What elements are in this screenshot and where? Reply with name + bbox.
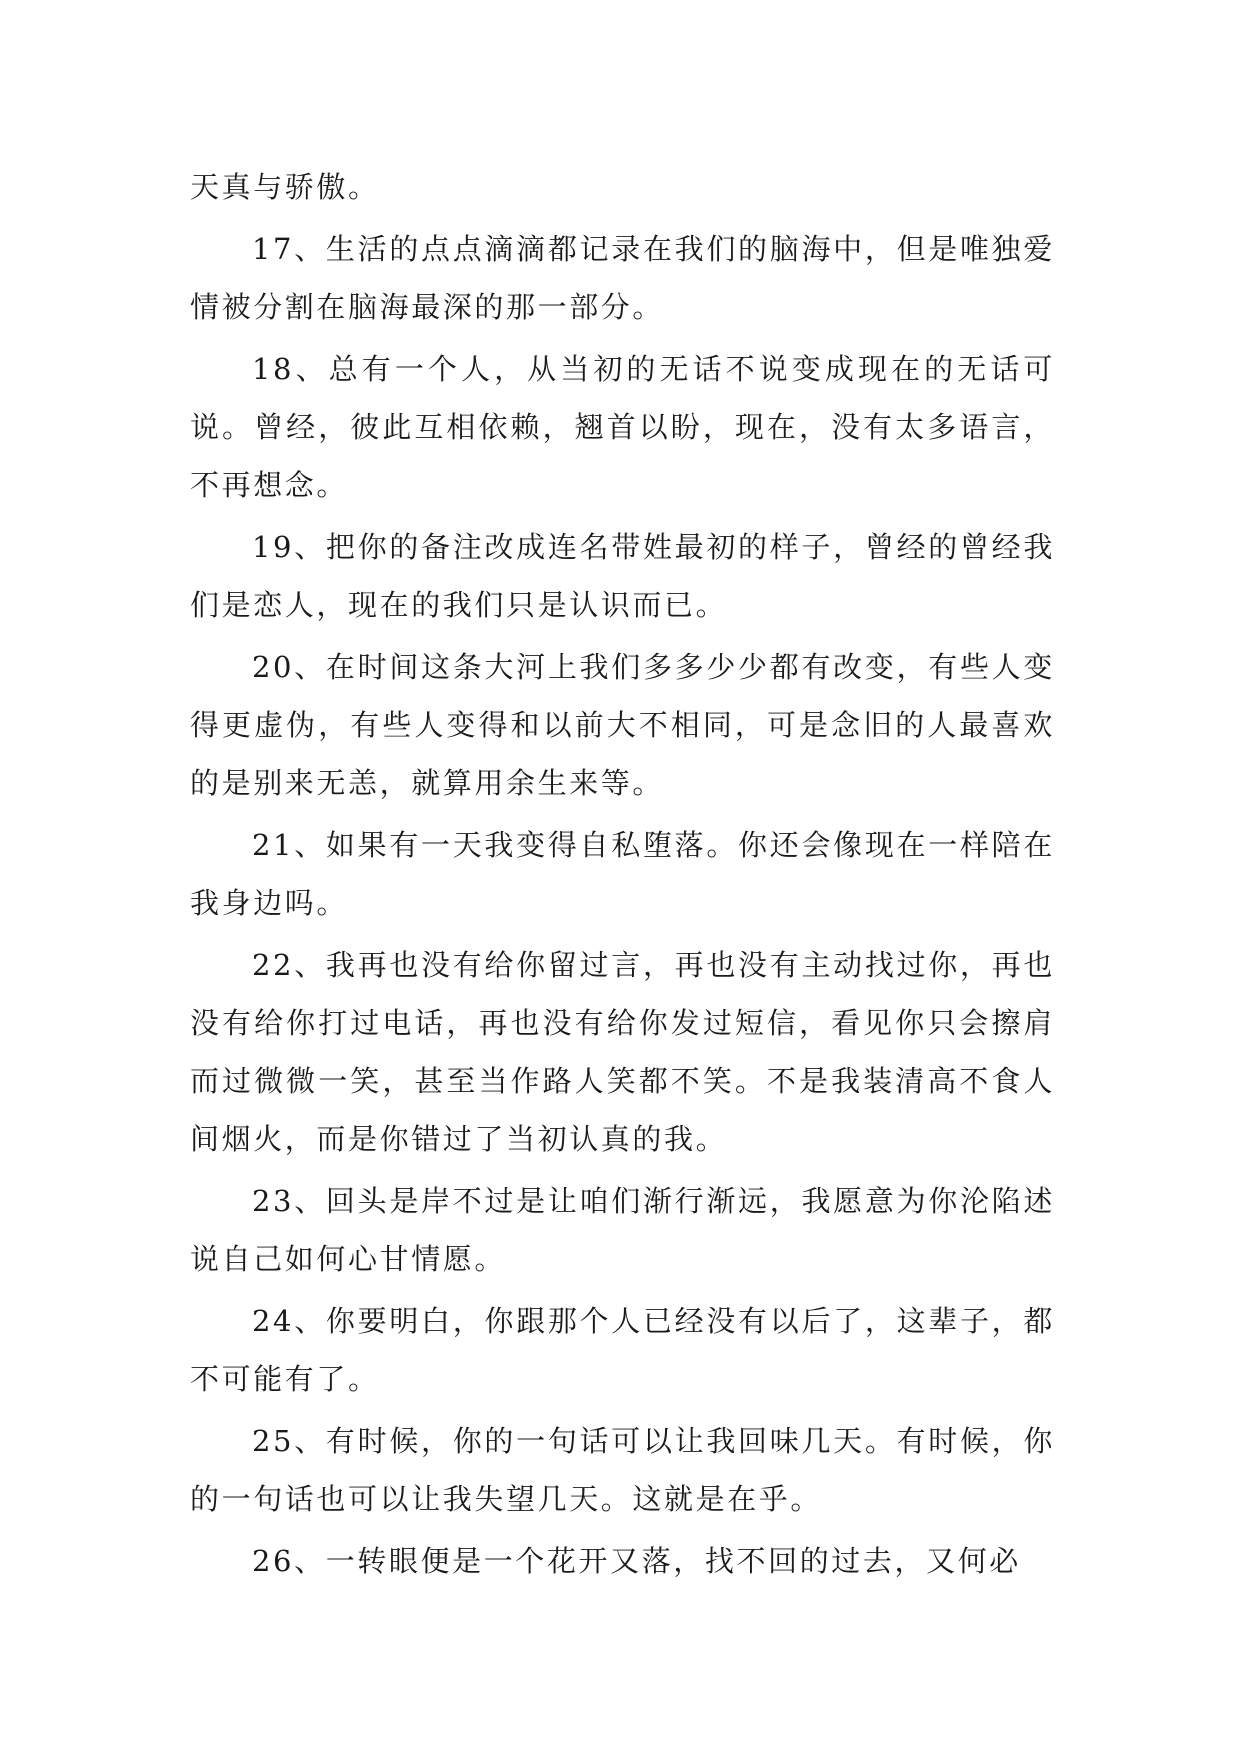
paragraph: 21、如果有一天我变得自私堕落。你还会像现在一样陪在我身边吗。 xyxy=(190,828,1055,920)
document-page xyxy=(190,158,1055,1594)
paragraph: 17、生活的点点滴滴都记录在我们的脑海中，但是唯独爱情被分割在脑海最深的那一部分。 xyxy=(190,232,1055,324)
paragraph: 20、在时间这条大河上我们多多少少都有改变，有些人变得更虚伪，有些人变得和以前大不相同，可是念旧的人最喜欢的是别来无恙，就算用余生来等。 xyxy=(190,650,1055,800)
paragraph: 天真与骄傲。 xyxy=(190,170,380,204)
paragraph: 19、把你的备注改成连名带姓最初的样子，曾经的曾经我们是恋人，现在的我们只是认识而已。 xyxy=(190,530,1055,622)
paragraph: 22、我再也没有给你留过言，再也没有主动找过你，再也没有给你打过电话，再也没有给你发过短信，看见你只会擦肩而过微微一笑，甚至当作路人笑都不笑。不是我装清高不食人间烟火，而是你错过了当初认真的我。 xyxy=(190,948,1055,1156)
paragraph: 26、一转眼便是一个花开又落，找不回的过去，又何必 xyxy=(252,1544,1021,1578)
paragraph: 23、回头是岸不过是让咱们渐行渐远，我愿意为你沦陷述说自己如何心甘情愿。 xyxy=(190,1184,1055,1276)
paragraph: 25、有时候，你的一句话可以让我回味几天。有时候，你的一句话也可以让我失望几天。这就是在乎。 xyxy=(190,1424,1055,1516)
paragraph: 18、总有一个人，从当初的无话不说变成现在的无话可说。曾经，彼此互相依赖，翘首以盼，现在，没有太多语言，不再想念。 xyxy=(190,352,1055,502)
paragraph: 24、你要明白，你跟那个人已经没有以后了，这辈子，都不可能有了。 xyxy=(190,1304,1055,1396)
